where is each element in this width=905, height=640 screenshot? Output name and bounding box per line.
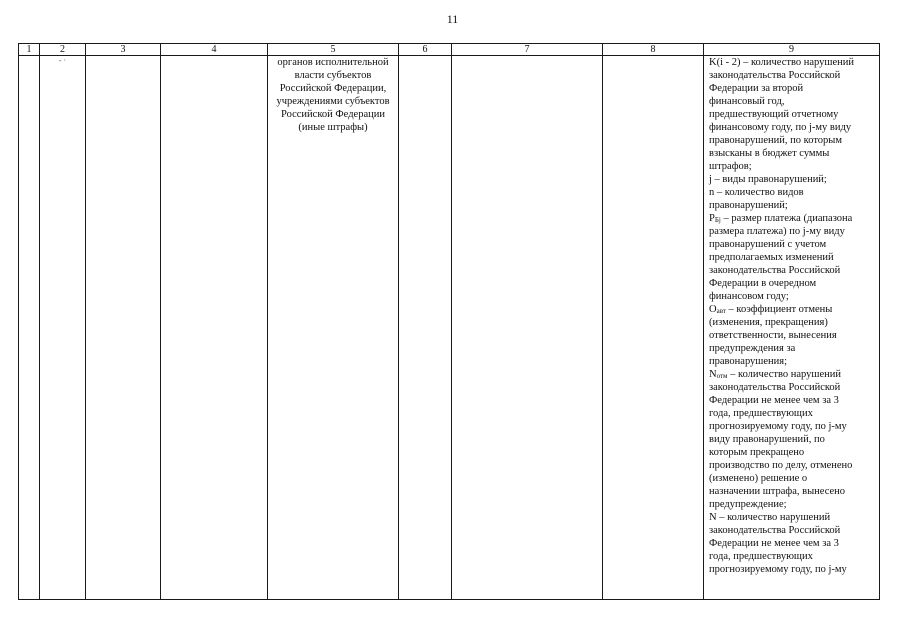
col9-line-text: – количество нарушений <box>727 369 841 380</box>
col9-line: Федерации не менее чем за 3 <box>709 395 839 406</box>
col9-line: предполагаемых изменений <box>709 252 834 263</box>
table-row <box>19 56 880 600</box>
symbol-n-subscript: отм <box>716 372 728 380</box>
symbol-o-subscript: авт <box>716 307 726 315</box>
col9-line: законодательства Российской <box>709 265 841 276</box>
page-number: 11 <box>446 12 459 26</box>
cell-col-8 <box>603 56 704 600</box>
symbol-o: O <box>709 304 717 315</box>
col9-line: (изменения, прекращения) <box>709 317 828 328</box>
col9-line <box>709 212 877 225</box>
header-col-7: 7 <box>452 44 603 56</box>
col9-line: предупреждения за <box>709 343 796 354</box>
header-col-2: 2 <box>40 44 86 56</box>
cell-col-6 <box>399 56 452 600</box>
header-col-4: 4 <box>161 44 268 56</box>
col9-line: N – количество нарушений <box>709 512 831 523</box>
header-col-6: 6 <box>399 44 452 56</box>
col9-line: финансовому году, по j-му виду <box>709 122 852 133</box>
header-col-8: 8 <box>603 44 704 56</box>
col9-line: которым прекращено <box>709 447 805 458</box>
col9-line: правонарушений с учетом <box>709 239 827 250</box>
col9-line-text: – размер платежа (диапазона <box>720 213 853 224</box>
col9-line: назначении штрафа, вынесено <box>709 486 846 497</box>
col9-line: (изменено) решение о <box>709 473 808 484</box>
col9-line: года, предшествующих <box>709 408 813 419</box>
symbol-n: N <box>709 369 717 380</box>
col9-line: предупреждение; <box>709 499 787 510</box>
cell-col-2 <box>40 56 86 600</box>
col9-line: Федерации за второй <box>709 83 804 94</box>
col9-line: правонарушений; <box>709 200 788 211</box>
col9-line: финансовом году; <box>709 291 789 302</box>
col9-line: размера платежа) по j-му виду <box>709 226 845 237</box>
header-col-3: 3 <box>86 44 161 56</box>
cell-col-3 <box>86 56 161 600</box>
cell-col-7 <box>452 56 603 600</box>
cell-col-5 <box>268 56 399 600</box>
col9-line: виду правонарушений, по <box>709 434 825 445</box>
col9-line: правонарушений, по которым <box>709 135 842 146</box>
col9-line <box>709 303 877 316</box>
header-row <box>19 44 880 56</box>
col9-line <box>709 368 877 381</box>
col9-line: n – количество видов <box>709 187 804 198</box>
col9-line: правонарушения; <box>709 356 788 367</box>
col9-line: Федерации в очередном <box>709 278 817 289</box>
symbol-p-subscript: Бj <box>714 216 721 224</box>
cell-col-4 <box>161 56 268 600</box>
cell-col-1 <box>19 56 40 600</box>
col9-line: года, предшествующих <box>709 551 813 562</box>
col9-line: j – виды правонарушений; <box>709 174 827 185</box>
col9-line: штрафов; <box>709 161 752 172</box>
col9-line: прогнозируемому году, по j-му <box>709 421 847 432</box>
document-table <box>18 43 880 600</box>
col9-line: законодательства Российской <box>709 525 841 536</box>
header-col-9: 9 <box>704 44 880 56</box>
symbol-p: P <box>709 213 715 224</box>
col9-line: законодательства Российской <box>709 382 841 393</box>
col9-line: предшествующий отчетному <box>709 109 839 120</box>
col9-line: K(i - 2) – количество нарушений <box>709 57 854 68</box>
cell-col-9 <box>704 56 880 600</box>
col9-line: производство по делу, отменено <box>709 460 853 471</box>
header-col-5: 5 <box>268 44 399 56</box>
col9-text <box>704 56 879 576</box>
col9-line: законодательства Российской <box>709 70 841 81</box>
col9-line: взысканы в бюджет суммы <box>709 148 830 159</box>
col2-mark: - · <box>58 56 67 65</box>
col9-line: финансовый год, <box>709 96 785 107</box>
col9-line-text: – коэффициент отмены <box>725 304 833 315</box>
col9-line: ответственности, вынесения <box>709 330 837 341</box>
col5-text: органов исполнительной власти субъектов Российской Федерации, учреждениями субъектов Российской Федерации (иные штрафы) <box>276 57 390 133</box>
header-col-1: 1 <box>19 44 40 56</box>
col9-line: прогнозируемому году, по j-му <box>709 564 847 575</box>
col9-line: Федерации не менее чем за 3 <box>709 538 839 549</box>
